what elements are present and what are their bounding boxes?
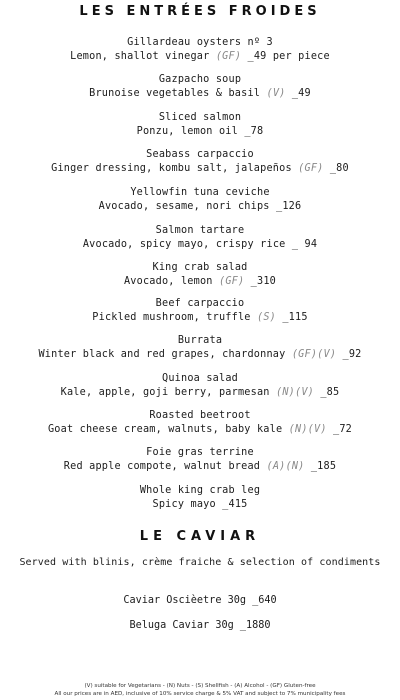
dietary-tags: (GF): [215, 51, 242, 62]
footnote-prices: All our prices are in AED, inclusive of 10% service charge & 5% VAT and subject to 7% municipality fees: [54, 691, 346, 697]
caviar-item-name: Beluga Caviar 30g: [129, 620, 234, 631]
menu-item: [0, 297, 400, 325]
menu-item-description-line: [0, 87, 400, 101]
menu-item-description: Spicy mayo: [152, 499, 216, 510]
dietary-tags: (S): [256, 312, 276, 323]
menu-item-price: _115: [282, 312, 308, 323]
menu-item-description-line: [0, 50, 400, 64]
menu-item: [0, 36, 400, 64]
dietary-tags: (N)(V): [288, 424, 327, 435]
menu-item-description: Avocado, spicy mayo, crispy rice: [82, 239, 286, 250]
menu-item-description-line: [0, 498, 400, 512]
menu-item-price: _ 94: [291, 239, 318, 250]
menu-item-description: Lemon, shallot vinegar: [70, 51, 210, 62]
menu-item: [0, 446, 400, 474]
menu-item-name: Seabass carpaccio: [146, 149, 254, 160]
menu-item-name: Yellowfin tuna ceviche: [130, 187, 270, 198]
menu-item: [0, 73, 400, 101]
menu-item-price: _92: [342, 349, 362, 360]
menu-item-description: Red apple compote, walnut bread: [63, 461, 261, 472]
dietary-tags: (GF): [298, 163, 324, 174]
dietary-tags: (A)(N): [266, 461, 305, 472]
menu-item-description: Pickled mushroom, truffle: [92, 312, 251, 323]
caviar-item-name: Caviar Oscièetre 30g: [123, 595, 246, 606]
caviar-item-price: _1880: [239, 620, 271, 631]
menu-item-description-line: [0, 311, 400, 325]
menu-item-name: King crab salad: [152, 262, 248, 273]
menu-item-price: _126: [276, 201, 302, 212]
menu-item-description-line: [0, 200, 400, 214]
caviar-item-beluga: [0, 620, 400, 631]
menu-item-name: Sliced salmon: [158, 112, 242, 123]
menu-item-description-line: [0, 275, 400, 289]
menu-item-name: Gazpacho soup: [158, 74, 242, 85]
menu-item-name: Burrata: [177, 335, 223, 346]
menu-item: [0, 409, 400, 437]
menu-item-name: Foie gras terrine: [146, 447, 254, 458]
menu-item-name: Whole king crab leg: [139, 485, 261, 496]
menu-item: [0, 224, 400, 252]
menu-item-price: _185: [310, 461, 337, 472]
section-title-caviar: LE CAVIAR: [139, 529, 261, 544]
menu-item-description: Kale, apple, goji berry, parmesan: [60, 387, 270, 398]
menu-item: [0, 111, 400, 139]
menu-item-price: _72: [333, 424, 353, 435]
menu-item-description-line: [0, 348, 400, 362]
menu-item-name: Gillardeau oysters nº 3: [127, 37, 273, 48]
menu-item-name: Roasted beetroot: [149, 410, 251, 421]
caviar-item-oscietre: [0, 595, 400, 606]
menu-item-description-line: [0, 423, 400, 437]
menu-item-description-line: [0, 125, 400, 139]
dietary-tags: (N)(V): [275, 387, 314, 398]
menu-item: [0, 334, 400, 362]
menu-item: [0, 484, 400, 512]
menu-item-description-line: [0, 386, 400, 400]
menu-item-price: _49 per piece: [247, 51, 330, 62]
menu-item-price: _78: [244, 126, 264, 137]
menu-item: [0, 186, 400, 214]
menu-item-price: _415: [222, 499, 248, 510]
menu-item-description: Winter black and red grapes, chardonnay: [38, 349, 286, 360]
menu-item-price: _80: [329, 163, 349, 174]
dietary-tags: (V): [266, 88, 286, 99]
caviar-item-price: _640: [252, 595, 277, 606]
dietary-tags: (GF)(V): [291, 349, 337, 360]
dietary-tags: (GF): [218, 276, 245, 287]
footnote-legend: (V) suitable for Vegetarians - (N) Nuts - (S) Shellfish - (A) Alcohol - (GF) Gluten-free: [84, 683, 316, 689]
menu-item-name: Salmon tartare: [155, 225, 245, 236]
caviar-intro: Served with blinis, crème fraiche & selection of condiments: [19, 557, 381, 568]
menu-item-description-line: [0, 460, 400, 474]
menu-item-description: Ponzu, lemon oil: [136, 126, 238, 137]
menu-item-description: Ginger dressing, kombu salt, jalapeños: [51, 163, 292, 174]
menu-item: [0, 261, 400, 289]
menu-item-price: _85: [320, 387, 340, 398]
menu-item-name: Beef carpaccio: [155, 298, 245, 309]
menu-item-name: Quinoa salad: [161, 373, 238, 384]
menu-item-price: _310: [250, 276, 277, 287]
menu-item-price: _49: [291, 88, 311, 99]
menu-item-description-line: [0, 238, 400, 252]
menu-item: [0, 372, 400, 400]
menu-item-description: Avocado, lemon: [123, 276, 213, 287]
menu-item-description: Avocado, sesame, nori chips: [98, 201, 270, 212]
section-title-entrees: LES ENTRÉES FROIDES: [79, 4, 321, 19]
menu-item: [0, 148, 400, 176]
menu-item-description: Brunoise vegetables & basil: [89, 88, 261, 99]
menu-item-description: Goat cheese cream, walnuts, baby kale: [47, 424, 283, 435]
menu-item-description-line: [0, 162, 400, 176]
